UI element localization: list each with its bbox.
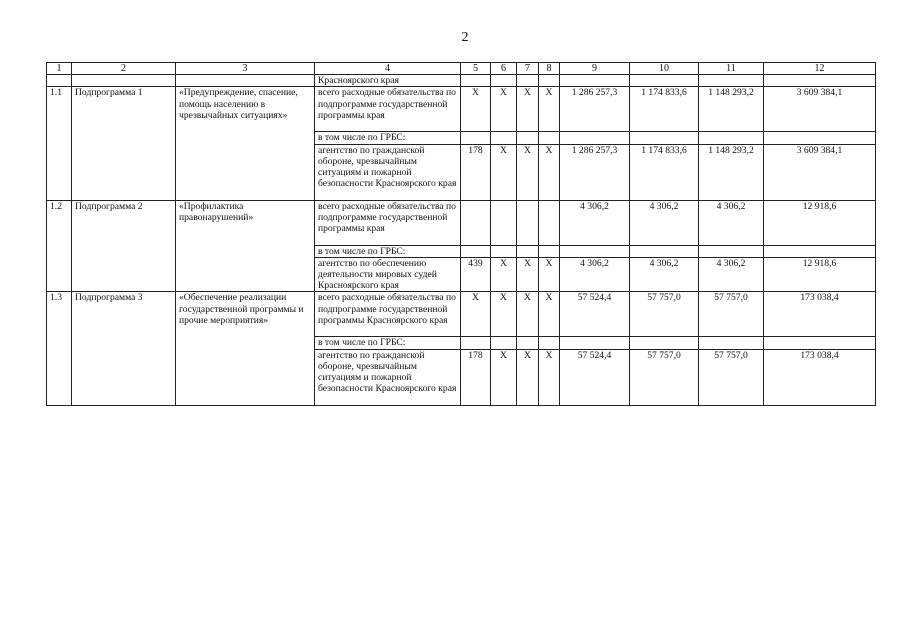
grbs-label: в том числе по ГРБС: bbox=[315, 337, 461, 349]
cell-value: X bbox=[517, 349, 539, 405]
cell-value bbox=[491, 200, 517, 245]
grbs-label: в том числе по ГРБС: bbox=[315, 132, 461, 144]
cell-value: X bbox=[491, 144, 517, 200]
table-row bbox=[47, 200, 876, 245]
column-header: 2 bbox=[72, 63, 176, 75]
expense-label: всего расходные обязательства по подпрограмме государственной программы края bbox=[315, 200, 461, 245]
column-header: 5 bbox=[461, 63, 491, 75]
cell-value bbox=[539, 200, 560, 245]
expense-label: всего расходные обязательства по подпрограмме государственной программы Красноярского края bbox=[315, 292, 461, 337]
cell-value: X bbox=[539, 292, 560, 337]
cell-value: X bbox=[539, 87, 560, 132]
cell-value: X bbox=[517, 257, 539, 292]
cell-value: X bbox=[491, 349, 517, 405]
cell-value: 57 524,4 bbox=[560, 292, 630, 337]
subprogram-title: «Предупреждение, спасение, помощь населению в чрезвычайных ситуациях» bbox=[176, 87, 315, 200]
cell-value: 439 bbox=[461, 257, 491, 292]
column-number-row bbox=[47, 63, 876, 75]
cell-value: 57 757,0 bbox=[699, 349, 764, 405]
cell-value bbox=[517, 200, 539, 245]
cell-value: 178 bbox=[461, 144, 491, 200]
cell-value: X bbox=[491, 292, 517, 337]
column-header: 10 bbox=[630, 63, 699, 75]
cell-value: 57 757,0 bbox=[630, 292, 699, 337]
column-header: 1 bbox=[47, 63, 72, 75]
cell-value: X bbox=[539, 257, 560, 292]
continuation-text: Красноярского края bbox=[315, 75, 461, 87]
cell-value: 4 306,2 bbox=[699, 257, 764, 292]
cell-value: 1 174 833,6 bbox=[630, 144, 699, 200]
cell-value: 12 918,6 bbox=[764, 200, 876, 245]
cell-value: 4 306,2 bbox=[560, 200, 630, 245]
cell-value: X bbox=[539, 349, 560, 405]
column-header: 7 bbox=[517, 63, 539, 75]
cell-value: 57 757,0 bbox=[699, 292, 764, 337]
subprogram-name: Подпрограмма 2 bbox=[72, 200, 176, 292]
cell-value: 1 148 293,2 bbox=[699, 144, 764, 200]
row-number: 1.2 bbox=[47, 200, 72, 292]
agency-label: агентство по гражданской обороне, чрезвычайным ситуациям и пожарной безопасности Красноярского края bbox=[315, 144, 461, 200]
cell-value: X bbox=[517, 87, 539, 132]
column-header: 9 bbox=[560, 63, 630, 75]
cell-value: 4 306,2 bbox=[630, 200, 699, 245]
cell-value: 4 306,2 bbox=[560, 257, 630, 292]
cell-value: 3 609 384,1 bbox=[764, 144, 876, 200]
cell-value: X bbox=[539, 144, 560, 200]
subprogram-title: «Обеспечение реализации государственной программы и прочие мероприятия» bbox=[176, 292, 315, 405]
cell-value: X bbox=[517, 144, 539, 200]
column-header: 11 bbox=[699, 63, 764, 75]
cell-value: 173 038,4 bbox=[764, 349, 876, 405]
cell-value: 4 306,2 bbox=[699, 200, 764, 245]
cell-value: 178 bbox=[461, 349, 491, 405]
cell-value: 1 148 293,2 bbox=[699, 87, 764, 132]
cell-value: 1 286 257,3 bbox=[560, 144, 630, 200]
cell-value bbox=[461, 200, 491, 245]
cell-value: X bbox=[491, 257, 517, 292]
cell-value: 3 609 384,1 bbox=[764, 87, 876, 132]
column-header: 8 bbox=[539, 63, 560, 75]
table-row bbox=[47, 292, 876, 337]
cell-value: 57 524,4 bbox=[560, 349, 630, 405]
cell-value: 173 038,4 bbox=[764, 292, 876, 337]
subprogram-name: Подпрограмма 3 bbox=[72, 292, 176, 405]
cell-value: X bbox=[517, 292, 539, 337]
grbs-label: в том числе по ГРБС: bbox=[315, 245, 461, 257]
agency-label: агентство по обеспечению деятельности мировых судей Красноярского края bbox=[315, 257, 461, 292]
subprogram-name: Подпрограмма 1 bbox=[72, 87, 176, 200]
cell-value: X bbox=[491, 87, 517, 132]
agency-label: агентство по гражданской обороне, чрезвычайным ситуациям и пожарной безопасности Красноярского края bbox=[315, 349, 461, 405]
row-number: 1.1 bbox=[47, 87, 72, 200]
cell-value: X bbox=[461, 292, 491, 337]
cell-value: 1 174 833,6 bbox=[630, 87, 699, 132]
column-header: 3 bbox=[176, 63, 315, 75]
cell-value: 1 286 257,3 bbox=[560, 87, 630, 132]
column-header: 6 bbox=[491, 63, 517, 75]
cell-value: 57 757,0 bbox=[630, 349, 699, 405]
column-header: 4 bbox=[315, 63, 461, 75]
expense-label: всего расходные обязательства по подпрограмме государственной программы края bbox=[315, 87, 461, 132]
cell-value: 12 918,6 bbox=[764, 257, 876, 292]
cell-value: X bbox=[461, 87, 491, 132]
table-row bbox=[47, 87, 876, 132]
budget-table bbox=[46, 62, 876, 406]
page-number: 2 bbox=[461, 30, 469, 45]
row-number: 1.3 bbox=[47, 292, 72, 405]
subprogram-title: «Профилактика правонарушений» bbox=[176, 200, 315, 292]
column-header: 12 bbox=[764, 63, 876, 75]
continuation-row bbox=[47, 75, 876, 87]
cell-value: 4 306,2 bbox=[630, 257, 699, 292]
